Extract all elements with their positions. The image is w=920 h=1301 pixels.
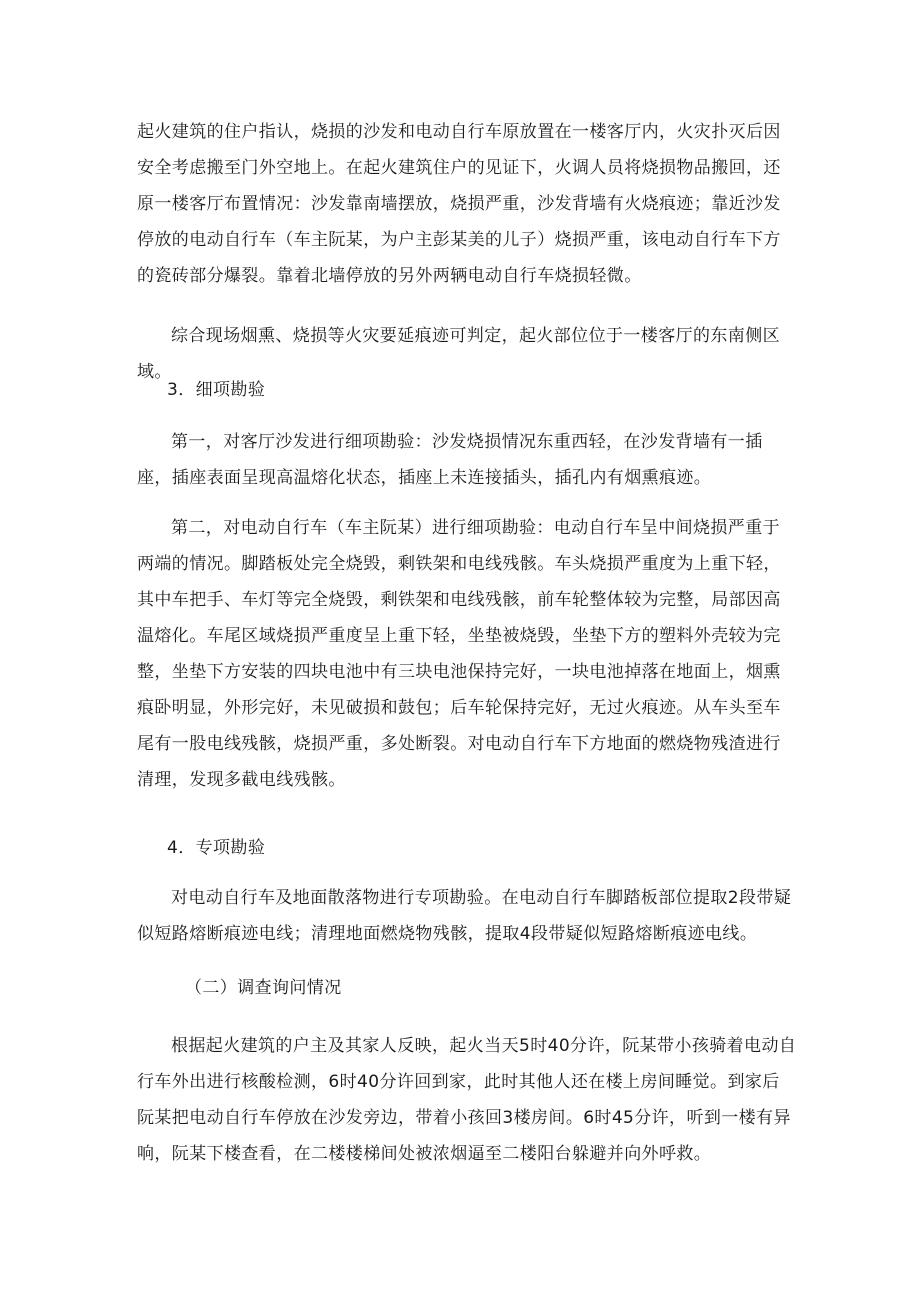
heading-investigation-inquiry: （二）调查询问情况 (185, 978, 342, 998)
heading-detailed-inspection: 3．细项勘验 (167, 380, 266, 400)
paragraph-fire-origin-conclusion: 综合现场烟熏、烧损等火灾要延痕迹可判定，起火部位位于一楼客厅的东南侧区域。 (137, 326, 780, 382)
heading-special-inspection: 4．专项勘验 (167, 838, 266, 858)
paragraph-scene-restoration: 起火建筑的住户指认，烧损的沙发和电动自行车原放置在一楼客厅内，火灾扑灭后因安全考虑搬至门外空地上。在起火建筑住户的见证下，火调人员将烧损物品搬回，还原一楼客厅布置情况：沙发靠南墙摆放，烧损严重，沙发背墙有火烧痕迹；靠近沙发停放的电动自行车（车主阮某，为户主彭某美的儿子）烧损严重，该电动自行车下方的瓷砖部分爆裂。靠着北墙停放的另外两辆电动自行车烧损轻微。 (137, 122, 781, 286)
paragraph-special-inspection: 对电动自行车及地面散落物进行专项勘验。在电动自行车脚踏板部位提取2段带疑似短路熔断痕迹电线；清理地面燃烧物残骸，提取4段带疑似短路熔断痕迹电线。 (137, 888, 792, 944)
paragraph-sofa-inspection: 第一，对客厅沙发进行细项勘验：沙发烧损情况东重西轻，在沙发背墙有一插座，插座表面呈现高温熔化状态，插座上未连接插头，插孔内有烟熏痕迹。 (137, 432, 763, 488)
paragraph-inquiry-details: 根据起火建筑的户主及其家人反映，起火当天5时40分许，阮某带小孩骑着电动自行车外出进行核酸检测，6时40分许回到家，此时其他人还在楼上房间睡觉。到家后阮某把电动自行车停放在沙发旁边，带着小孩回3楼房间。6时45分许，听到一楼有异响，阮某下楼查看，在二楼楼梯间处被浓烟逼至二楼阳台躲避并向外呼救。 (137, 1036, 797, 1164)
paragraph-ebike-inspection: 第二，对电动自行车（车主阮某）进行细项勘验：电动自行车呈中间烧损严重于两端的情况。脚踏板处完全烧毁，剩铁架和电线残骸。车头烧损严重度为上重下轻，其中车把手、车灯等完全烧毁，剩铁架和电线残骸，前车轮整体较为完整，局部因高温熔化。车尾区域烧损严重度呈上重下轻，坐垫被烧毁，坐垫下方的塑料外壳较为完整，坐垫下方安装的四块电池中有三块电池保持完好，一块电池掉落在地面上，烟熏痕卧明显，外形完好，未见破损和鼓包；后车轮保持完好，无过火痕迹。从车头至车尾有一股电线残骸，烧损严重，多处断裂。对电动自行车下方地面的燃烧物残渣进行清理，发现多截电线残骸。 (137, 518, 781, 790)
